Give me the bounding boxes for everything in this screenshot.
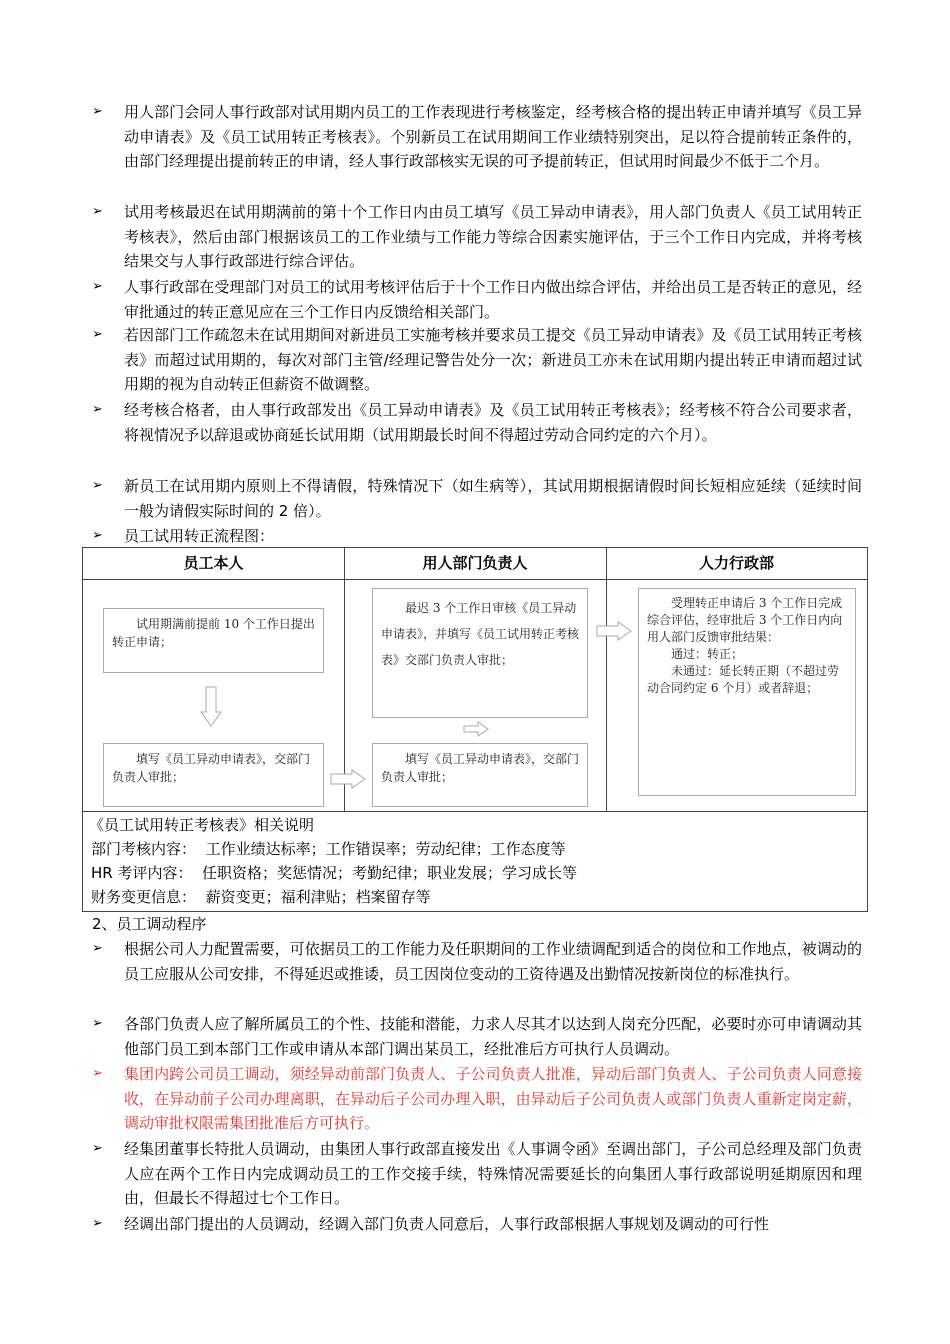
paragraph-text: 经集团董事长特批人员调动，由集团人事行政部直接发出《人事调令函》至调出部门，子公司总经理及部门负责人应在两个工作日内完成调动员工的工作交接手续，特殊情况需要延长的向集团人事行政部说明延期原因和理由，但最长不得超过七个工作日。 <box>124 1140 862 1207</box>
paragraph-text-highlighted: 集团内跨公司员工调动，须经异动前部门负责人、子公司负责人批准，异动后部门负责人、子公司负责人同意接收，在异动前子公司办理离职，在异动后子公司办理入职，由异动后子公司负责人或部门负责人重新定岗定薪，调动审批权限需集团批准后方可执行。 <box>124 1065 862 1132</box>
hr-fail-text: 未通过：延长转正期（不超过劳动合同约定 6 个月）或者辞退； <box>647 664 840 695</box>
bullet-arrow-icon: ➢ <box>92 528 103 543</box>
column-header-employee: 员工本人 <box>83 548 344 580</box>
bullet-item <box>92 524 862 549</box>
notes-dept-value: 工作业绩达标率；工作错误率；劳动纪律；工作态度等 <box>205 840 566 858</box>
right-arrow-icon <box>463 721 489 737</box>
bullet-item <box>92 323 862 397</box>
right-arrow-icon <box>330 769 366 789</box>
down-arrow-icon <box>200 686 222 728</box>
paragraph-text: 员工试用转正流程图： <box>124 527 275 545</box>
bullet-item <box>92 1137 862 1211</box>
right-arrow-icon <box>596 621 632 641</box>
bullet-arrow-icon: ➢ <box>92 941 103 956</box>
notes-hr-label: HR 考评内容： <box>91 864 193 882</box>
notes-title: 《员工试用转正考核表》相关说明 <box>89 816 315 834</box>
bullet-arrow-icon: ➢ <box>92 1141 103 1156</box>
notes-dept-label: 部门考核内容： <box>91 840 197 858</box>
notes-hr-row <box>91 861 577 885</box>
paragraph-text: 用人部门会同人事行政部对试用期内员工的工作表现进行考核鉴定，经考核合格的提出转正申请并填写《员工异动申请表》及《员工试用转正考核表》。个别新员工在试用期间工作业绩特别突出，足以符合提前转正条件的，由部门经理提出提前转正的申请，经人事行政部核实无误的可予提前转正，但试用时间最少不低于二个月。 <box>124 103 862 170</box>
bullet-item <box>92 937 862 986</box>
column-header-hr: 人力行政部 <box>606 548 867 580</box>
assessment-notes <box>82 811 868 912</box>
bullet-arrow-icon: ➢ <box>92 1216 103 1231</box>
flow-box-dept-review: 最迟 3 个工作日审核《员工异动申请表》，并填写《员工试用转正考核表》交部门负责人审批； <box>372 588 588 718</box>
flow-box-hr-evaluate <box>638 588 856 796</box>
bullet-arrow-icon: ➢ <box>92 1016 103 1031</box>
column-header-department: 用人部门负责人 <box>344 548 606 580</box>
notes-finance-row <box>91 885 431 909</box>
bullet-arrow-icon: ➢ <box>92 279 103 294</box>
paragraph-text: 若因部门工作疏忽未在试用期间对新进员工实施考核并要求员工提交《员工异动申请表》及《员工试用转正考核表》而超过试用期的，每次对部门主管/经理记警告处分一次；新进员工亦未在试用期内提出转正申请而超过试用期的视为自动转正但薪资不做调整。 <box>124 326 862 393</box>
bullet-item <box>92 275 862 324</box>
bullet-item <box>92 398 862 447</box>
bullet-arrow-icon: ➢ <box>92 1066 103 1081</box>
notes-dept-row <box>91 837 566 861</box>
bullet-arrow-icon: ➢ <box>92 327 103 342</box>
paragraph-text: 试用考核最迟在试用期满前的第十个工作日内由员工填写《员工异动申请表》，用人部门负责人《员工试用转正考核表》，然后由部门根据该员工的工作业绩与工作能力等综合因素实施评估，于三个工作日内完成，并将考核结果交与人事行政部进行综合评估。 <box>124 203 862 270</box>
bullet-item <box>92 100 862 174</box>
paragraph-text: 各部门负责人应了解所属员工的个性、技能和潜能，力求人尽其才以达到人岗充分匹配，必要时亦可申请调动其他部门员工到本部门工作或申请从本部门调出某员工，经批准后方可执行人员调动。 <box>124 1015 862 1058</box>
paragraph-text: 人事行政部在受理部门对员工的试用考核评估后于十个工作日内做出综合评估，并给出员工是否转正的意见，经审批通过的转正意见应在三个工作日内反馈给相关部门。 <box>124 278 862 321</box>
flow-box-employee-fill-form: 填写《员工异动申请表》，交部门负责人审批； <box>103 743 324 807</box>
notes-finance-label: 财务变更信息： <box>91 888 197 906</box>
paragraph-text: 根据公司人力配置需要，可依据员工的工作能力及任职期间的工作业绩调配到适合的岗位和工作地点，被调动的员工应服从公司安排，不得延迟或推诿，员工因岗位变动的工资待遇及出勤情况按新岗位的标准执行。 <box>124 940 862 983</box>
bullet-arrow-icon: ➢ <box>92 478 103 493</box>
notes-finance-value: 薪资变更；福利津贴；档案留存等 <box>205 888 431 906</box>
paragraph-text: 经调出部门提出的人员调动，经调入部门负责人同意后，人事行政部根据人事规划及调动的可行性 <box>124 1215 770 1233</box>
bullet-arrow-icon: ➢ <box>92 402 103 417</box>
section-heading: 2、员工调动程序 <box>92 915 207 933</box>
hr-pass-text: 通过：转正； <box>671 647 744 661</box>
bullet-item <box>92 1012 862 1061</box>
flow-box-dept-fill-form: 填写《员工异动申请表》，交部门负责人审批； <box>372 743 588 807</box>
paragraph-text: 经考核合格者，由人事行政部发出《员工异动申请表》及《员工试用转正考核表》；经考核不符合公司要求者，将视情况予以辞退或协商延长试用期（试用期最长时间不得超过劳动合同约定的六个月）。 <box>124 401 862 444</box>
bullet-arrow-icon: ➢ <box>92 204 103 219</box>
bullet-item-highlighted <box>92 1062 862 1136</box>
transfer-flowchart <box>82 547 868 812</box>
bullet-item <box>92 474 862 523</box>
notes-hr-value: 任职资格；奖惩情况；考勤纪律；职业发展；学习成长等 <box>202 864 578 882</box>
flow-box-employee-apply: 试用期满前提前 10 个工作日提出转正申请； <box>103 608 324 673</box>
bullet-item <box>92 1212 862 1237</box>
paragraph-text: 新员工在试用期内原则上不得请假，特殊情况下（如生病等），其试用期根据请假时间长短相应延续（延续时间一般为请假实际时间的 2 倍）。 <box>124 477 862 520</box>
hr-evaluate-text: 受理转正申请后 3 个工作日完成综合评估，经审批后 3 个工作日内向用人部门反馈审批结果： <box>647 596 843 644</box>
column-divider <box>606 548 607 811</box>
bullet-arrow-icon: ➢ <box>92 104 103 119</box>
bullet-item <box>92 200 862 274</box>
